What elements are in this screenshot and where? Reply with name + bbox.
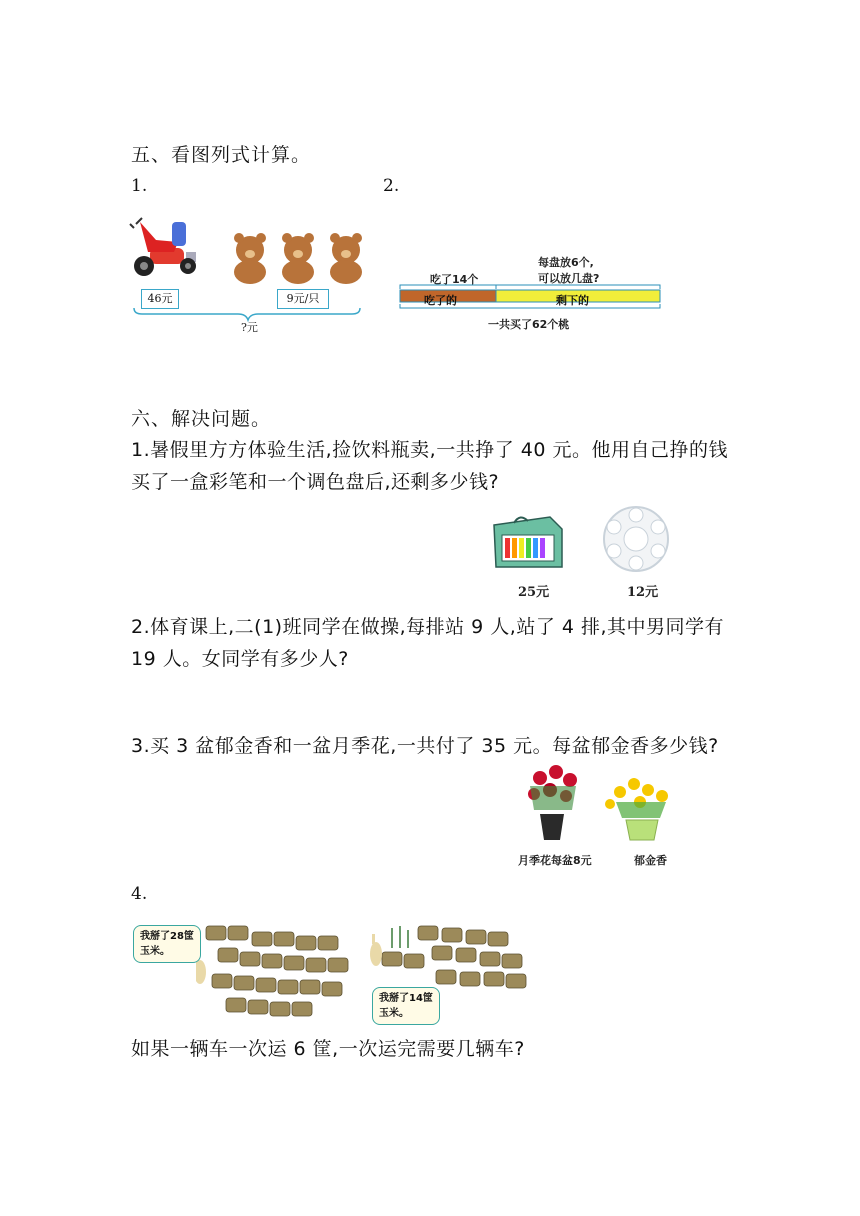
rabbit-left-image: [196, 960, 206, 984]
bear-image: [282, 233, 314, 284]
corn-stalks-image: [392, 926, 408, 948]
problem1-figure: [490, 505, 700, 575]
rabbit-right-image: [370, 934, 382, 966]
palette-image: [604, 507, 668, 571]
tulip-caption: 郁金香: [634, 854, 667, 867]
problem1-line2: 买了一盒彩笔和一个调色盘后,还剩多少钱?: [131, 471, 500, 493]
bear-price: 9元/只: [277, 289, 329, 309]
bar-eaten-label: 吃了的: [424, 294, 457, 307]
rose-pot-image: [528, 765, 577, 840]
q2-question-line2: 可以放几盘?: [538, 272, 600, 285]
tricycle-price: 46元: [141, 289, 179, 309]
problem2-line2: 19 人。女同学有多少人?: [131, 648, 349, 670]
q2-eaten-label: 吃了14个: [430, 273, 479, 286]
speech-bubble-right: [372, 987, 440, 1025]
section6-title: 六、解决问题。: [131, 408, 272, 430]
bear-image: [234, 233, 266, 284]
corn-baskets-right-image: [382, 926, 526, 988]
total-unknown: ?元: [241, 321, 258, 334]
q1-number: 1.: [131, 176, 148, 196]
rose-caption: 月季花每盆8元: [518, 854, 592, 867]
speech-bubble-left: [133, 925, 201, 963]
bubble-right-line1: 我掰了14筐: [379, 993, 433, 1004]
problem4-number: 4.: [131, 884, 148, 904]
problem4-figure: [196, 920, 536, 1020]
corn-baskets-left-image: [206, 926, 348, 1016]
problem1-line1: 1.暑假里方方体验生活,捡饮料瓶卖,一共挣了 40 元。他用自己挣的钱: [131, 439, 728, 461]
problem3-figure: [520, 762, 685, 844]
bubble-left-line2: 玉米。: [140, 946, 170, 957]
bubble-right-line2: 玉米。: [379, 1008, 409, 1019]
tulip-pot-image: [605, 778, 668, 840]
problem3-line1: 3.买 3 盆郁金香和一盆月季花,一共付了 35 元。每盆郁金香多少钱?: [131, 735, 719, 757]
bar-remaining-label: 剩下的: [556, 294, 589, 307]
bubble-left-line1: 我掰了28筐: [140, 931, 194, 942]
q2-total-label: 一共买了62个桃: [488, 318, 570, 331]
pens-price: 25元: [518, 585, 550, 600]
problem2-line1: 2.体育课上,二(1)班同学在做操,每排站 9 人,站了 4 排,其中男同学有: [131, 616, 725, 638]
color-pens-image: [494, 517, 562, 567]
section5-title: 五、看图列式计算。: [131, 144, 312, 166]
tricycle-image: [130, 218, 196, 276]
q2-number: 2.: [383, 176, 400, 196]
problem4-question: 如果一辆车一次运 6 筐,一次运完需要几辆车?: [131, 1038, 525, 1060]
palette-price: 12元: [627, 585, 659, 600]
bear-image: [330, 233, 362, 284]
q2-question-line1: 每盘放6个,: [538, 256, 594, 269]
